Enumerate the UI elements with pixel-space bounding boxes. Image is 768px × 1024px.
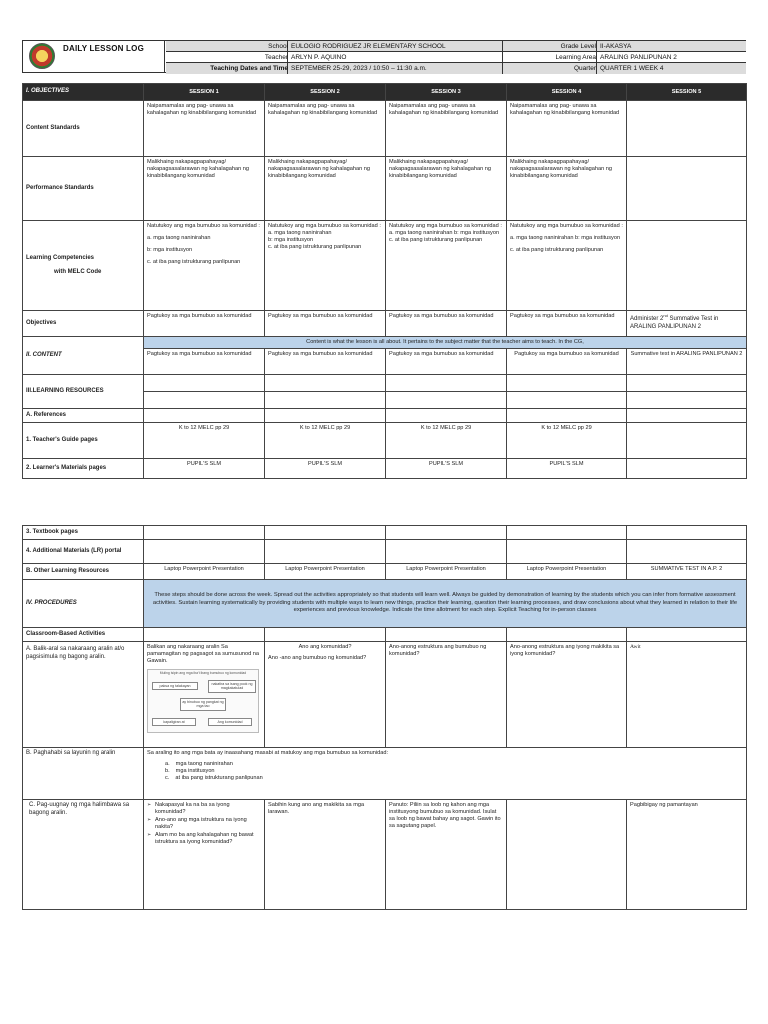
textbook-s2: [265, 526, 386, 540]
proc-a-s2-q1: Ano ang komunidad?: [298, 644, 352, 650]
teacher-label: Teacher: [264, 54, 288, 61]
proc-b-list: [147, 761, 743, 782]
lc-s1-c: c. at iba pang istrukturang panlipunan: [147, 258, 241, 265]
list-item: ➢ Ano-ano ang mga istruktura na iyong nakita?: [147, 817, 261, 831]
content-standards-row: [23, 101, 747, 157]
content-label: II. CONTENT: [23, 337, 144, 375]
other-res-s3: Laptop Powerpoint Presentation: [386, 564, 507, 580]
proc-a-s3: Ano-anong estruktura ang bumubuo ng komunidad?: [386, 642, 507, 748]
graphic-box-4: kapaligiran at: [152, 718, 196, 726]
classroom-s2: [265, 628, 386, 642]
header-info-rows: [166, 41, 746, 72]
other-res-s4: Laptop Powerpoint Presentation: [507, 564, 627, 580]
additional-s1: [144, 540, 265, 564]
textbook-s4: [507, 526, 627, 540]
objective-s2: Pagtukoy sa mga bumubuo sa komunidad: [265, 311, 386, 337]
objective-s4: Pagtukoy sa mga bumubuo sa komunidad: [507, 311, 627, 337]
proc-b-label: B. Paghahabi sa layunin ng aralin: [23, 748, 144, 800]
content-s2: Pagtukoy sa mga bumubuo sa komunidad: [265, 349, 386, 375]
content-std-s5: [627, 101, 747, 157]
lc-s4-ab: a. mga taong naninirahan b: mga institusyon: [510, 234, 621, 241]
lc-s2-b: b: mga institusyon: [268, 236, 314, 243]
perf-std-s5: [627, 157, 747, 221]
tg-s3: K to 12 MELC pp 29: [386, 423, 507, 459]
proc-c-s5: Pagbibigay ng pamantayan: [627, 800, 747, 910]
header-logo-cell: [23, 41, 165, 72]
proc-c-row: [23, 800, 747, 910]
objective-s5-pre: Administer 2: [630, 316, 664, 322]
list-item: a. mga taong naninirahan: [165, 760, 233, 767]
content-note-row: [23, 337, 747, 349]
lc-s1-intro: Natutukoy ang mga bumubuo sa komunidad :: [147, 223, 260, 229]
area-value: ARALING PANLIPUNAN 2: [600, 54, 677, 61]
header-row-dates: [166, 63, 746, 74]
resources-s3: [386, 375, 507, 392]
learning-competencies-row: [23, 221, 747, 311]
textbook-s5: [627, 526, 747, 540]
school-label: School: [268, 43, 288, 50]
lm-s5: [627, 459, 747, 479]
classroom-s5: [627, 628, 747, 642]
objectives-header: I. OBJECTIVES: [23, 84, 144, 101]
dates-label: Teaching Dates and Time: [210, 65, 288, 72]
dates-value: SEPTEMBER 25-29, 2023 / 10:50 – 11:30 a.m.: [291, 65, 427, 72]
procedures-note: These steps should be done across the week. Spread out the activities appropriately so that students will learn well. Always be guided by demonstration of learning by the students which you can infer from formative assessment activities. Sustain learning systematically by providing students with multiple ways to learn new things, practice their learning, question their learning processes, and draw conclusions about what they learned in relation to their life experiences and previous knowledge. Indicate the time allotment for each step. Explicit Teaching for in-person classes: [144, 580, 747, 628]
session-4-header: SESSION 4: [507, 84, 627, 101]
list-item: c. at iba pang istrukturang panlipunan: [165, 774, 263, 781]
graphic-box-1: paksa ng talakayan: [152, 682, 198, 690]
proc-a-row: [23, 642, 747, 748]
references-s5: [627, 409, 747, 423]
content-s3: Pagtukoy sa mga bumubuo sa komunidad: [386, 349, 507, 375]
content-s4: Pagtukoy sa mga bumubuo sa komunidad: [507, 349, 627, 375]
objective-s3: Pagtukoy sa mga bumubuo sa komunidad: [386, 311, 507, 337]
resources2-s1: [144, 392, 265, 409]
lc-s1: [144, 221, 265, 311]
lm-s3: PUPIL'S SLM: [386, 459, 507, 479]
lc-label-line1: Learning Competencies: [26, 255, 95, 261]
references-s4: [507, 409, 627, 423]
lm-pages-label: 2. Learner's Materials pages: [23, 459, 144, 479]
textbook-label: 3. Textbook pages: [23, 526, 144, 540]
proc-c-s1: [144, 800, 265, 910]
content-note: Content is what the lesson is all about. It pertains to the subject matter that the teacher aims to teach. In the CG,: [144, 337, 747, 349]
other-resources-label: B. Other Learning Resources: [23, 564, 144, 580]
resources2-s4: [507, 392, 627, 409]
resources-s4: [507, 375, 627, 392]
resources-row: [23, 375, 747, 392]
resources-s1: [144, 375, 265, 392]
teacher-value: ARLYN P. AQUINO: [291, 54, 347, 61]
review-activity-graphic: [147, 669, 259, 733]
session-1-header: SESSION 1: [144, 84, 265, 101]
proc-a-s5: Awit: [627, 642, 747, 748]
objective-s5: [627, 311, 747, 337]
grade-value: II-AKASYA: [600, 43, 632, 50]
session-2-header: SESSION 2: [265, 84, 386, 101]
tg-s1: K to 12 MELC pp 29: [144, 423, 265, 459]
perf-std-s2: Malikhaing nakapagpapahayag/ nakapagsasalarawan ng kahalagahan ng kinabibilangang komunidad: [265, 157, 386, 221]
content-s5: Summative test in ARALING PANLIPUNAN 2: [627, 349, 747, 375]
list-item: b. mga institusyon: [165, 767, 215, 774]
proc-a-s2-q2: Ano -ano ang bumubuo ng komunidad?: [268, 654, 367, 661]
proc-a-s4: Ano-anong estruktura ang iyong makikita sa iyong komunidad?: [507, 642, 627, 748]
proc-c-s2: Sabihin kung ano ang makikita sa mga larawan.: [265, 800, 386, 910]
graphic-box-3: ay binubuo ng pangkat ng mga tao: [180, 698, 226, 711]
resources-s2: [265, 375, 386, 392]
additional-materials-label: 4. Additional Materials (LR) portal: [23, 540, 144, 564]
content-std-s3: Naipamamalas ang pag- unawa sa kahalagahan ng kinabibilangang komunidad: [386, 101, 507, 157]
resources-label: III.LEARNING RESOURCES: [23, 375, 144, 409]
lm-s4: PUPIL'S SLM: [507, 459, 627, 479]
resources2-s2: [265, 392, 386, 409]
graphic-caption: Muling isipin ang mga iba't ibang bumubuo ng komunidad: [159, 670, 247, 675]
lm-pages-row: [23, 459, 747, 479]
perf-std-s4: Malikhaing nakapagpapahayag/ nakapagsasalarawan ng kahalagahan ng kinabibilangang komunidad: [507, 157, 627, 221]
perf-std-s3: Malikhaing nakapagpapahayag/ nakapagsasalarawan ng kahalagahan ng kinabibilangang komunidad: [386, 157, 507, 221]
objectives-label: Objectives: [23, 311, 144, 337]
additional-s5: [627, 540, 747, 564]
content-standards-label: Content Standards: [23, 101, 144, 157]
tg-pages-label: 1. Teacher's Guide pages: [23, 423, 144, 459]
classroom-s1: [144, 628, 265, 642]
session-5-header: SESSION 5: [627, 84, 747, 101]
lc-s5: [627, 221, 747, 311]
resources2-s3: [386, 392, 507, 409]
content-std-s4: Naipamamalas ang pag- unawa sa kahalagahan ng kinabibilangang komunidad: [507, 101, 627, 157]
lc-s4-intro: Natutukoy ang mga bumubuo sa komunidad :: [510, 223, 623, 229]
performance-standards-label: Performance Standards: [23, 157, 144, 221]
additional-s3: [386, 540, 507, 564]
proc-c-s1-list: [147, 802, 261, 846]
other-res-s2: Laptop Powerpoint Presentation: [265, 564, 386, 580]
lm-s1: PUPIL'S SLM: [144, 459, 265, 479]
additional-materials-row: [23, 540, 747, 564]
other-res-s1: Laptop Powerpoint Presentation: [144, 564, 265, 580]
tg-pages-row: [23, 423, 747, 459]
classroom-row: [23, 628, 747, 642]
tg-s4: K to 12 MELC pp 29: [507, 423, 627, 459]
proc-b-content: [144, 748, 747, 800]
proc-b-intro: Sa araling ito ang mga bata ay inaasahang masabi at matukoy ang mga bumubuo sa komunidad:: [147, 750, 388, 756]
proc-a-s1: [144, 642, 265, 748]
graphic-box-5: Ang komunidad: [208, 718, 252, 726]
list-item: ➢ Nakapasyal ka na ba sa iyong komunidad?: [147, 802, 261, 816]
lc-label-line2: with MELC Code: [54, 268, 102, 275]
content-std-s1: Naipamamalas ang pag- unawa sa kahalagahan ng kinabibilangang komunidad: [144, 101, 265, 157]
lc-s4-c: c. at iba pang istrukturang panlipunan: [510, 246, 604, 253]
log-title: DAILY LESSON LOG: [63, 44, 144, 53]
objective-s5-post: Summative Test in ARALING PANLIPUNAN 2: [630, 316, 719, 330]
content-s1: Pagtukoy sa mga bumubuo sa komunidad: [144, 349, 265, 375]
tg-s2: K to 12 MELC pp 29: [265, 423, 386, 459]
proc-c-s3: Panuto: Piliin sa loob ng kahon ang mga institusyong bumubuo sa komunidad. Isulat sa loob ng bawat bahay ang sagot. Gawin ito sa sagutang papel.: [386, 800, 507, 910]
lesson-log-header: [22, 40, 746, 73]
proc-a-label: A. Balik-aral sa nakaraang aralin at/o pagsisimula ng bagong aralin.: [23, 642, 144, 748]
additional-s4: [507, 540, 627, 564]
perf-std-s1: Malikhaing nakapagpapahayag/ nakapagsasalarawan ng kahalagahan ng kinabibilangang komunidad: [144, 157, 265, 221]
lc-s1-a: a. mga taong naninirahan: [147, 234, 211, 241]
grade-label: Grade Level: [560, 43, 596, 50]
objectives-row: [23, 311, 747, 337]
textbook-s3: [386, 526, 507, 540]
lc-s2-a: Natutukoy ang mga bumubuo sa komunidad : a. mga taong naninirahan: [268, 223, 381, 236]
school-value: EULOGIO RODRIGUEZ JR ELEMENTARY SCHOOL: [291, 43, 446, 50]
quarter-value: QUARTER 1 WEEK 4: [600, 65, 664, 72]
references-s3: [386, 409, 507, 423]
list-item: ➢ Alam mo ba ang kahalagahan ng bawat istruktura sa iyong komunidad?: [147, 832, 261, 846]
classroom-s3: [386, 628, 507, 642]
objective-s5-sup: nd: [663, 313, 668, 318]
other-res-s5: SUMMATIVE TEST IN A.P. 2: [627, 564, 747, 580]
classroom-s4: [507, 628, 627, 642]
references-s2: [265, 409, 386, 423]
quarter-label: Quarter: [573, 65, 596, 72]
resources2-s5: [627, 392, 747, 409]
lc-s3: [386, 221, 507, 311]
proc-a-s2: [265, 642, 386, 748]
lc-s3-ab: Natutukoy ang mga bumubuo sa komunidad : a. mga taong naninirahan b: mga institusyon: [389, 223, 502, 236]
session-3-header: SESSION 3: [386, 84, 507, 101]
other-resources-row: [23, 564, 747, 580]
classroom-label: Classroom-Based Activities: [23, 628, 144, 642]
lc-s2: [265, 221, 386, 311]
lc-s2-c: c. at iba pang istrukturang panlipunan: [268, 243, 362, 250]
references-s1: [144, 409, 265, 423]
proc-c-label: C. Pag-uugnay ng mga halimbawa sa bagong aralin.: [23, 800, 144, 910]
performance-standards-row: [23, 157, 747, 221]
objectives-table: [22, 83, 747, 479]
school-seal-icon: [29, 43, 55, 69]
learning-competencies-label: [23, 221, 144, 311]
area-label: Learning Area: [555, 54, 596, 61]
header-row-teacher: [166, 52, 746, 63]
additional-s2: [265, 540, 386, 564]
procedures-table: [22, 525, 747, 910]
procedures-row: [23, 580, 747, 628]
lc-s4: [507, 221, 627, 311]
proc-b-row: [23, 748, 747, 800]
proc-c-s4: [507, 800, 627, 910]
tg-s5: [627, 423, 747, 459]
graphic-box-2: nakatira sa isang pook ng magkakatulad: [208, 680, 256, 693]
lm-s2: PUPIL'S SLM: [265, 459, 386, 479]
references-label: A. References: [23, 409, 144, 423]
proc-a-s1-text: Balikan ang nakaraang aralin Sa pamamagitan ng pagsagot sa sumusunod na Gawain.: [147, 644, 259, 664]
content-std-s2: Naipamamalas ang pag- unawa sa kahalagahan ng kinabibilangang komunidad: [265, 101, 386, 157]
lc-s1-b: b: mga institusyon: [147, 246, 193, 253]
textbook-s1: [144, 526, 265, 540]
resources-s5: [627, 375, 747, 392]
lc-s3-c: c. at iba pang istrukturang panlipunan: [389, 236, 483, 243]
header-row-school: [166, 41, 746, 52]
session-header-row: [23, 84, 747, 101]
references-row: [23, 409, 747, 423]
textbook-row: [23, 526, 747, 540]
objective-s1: Pagtukoy sa mga bumubuo sa komunidad: [144, 311, 265, 337]
procedures-label: IV. PROCEDURES: [23, 580, 144, 628]
